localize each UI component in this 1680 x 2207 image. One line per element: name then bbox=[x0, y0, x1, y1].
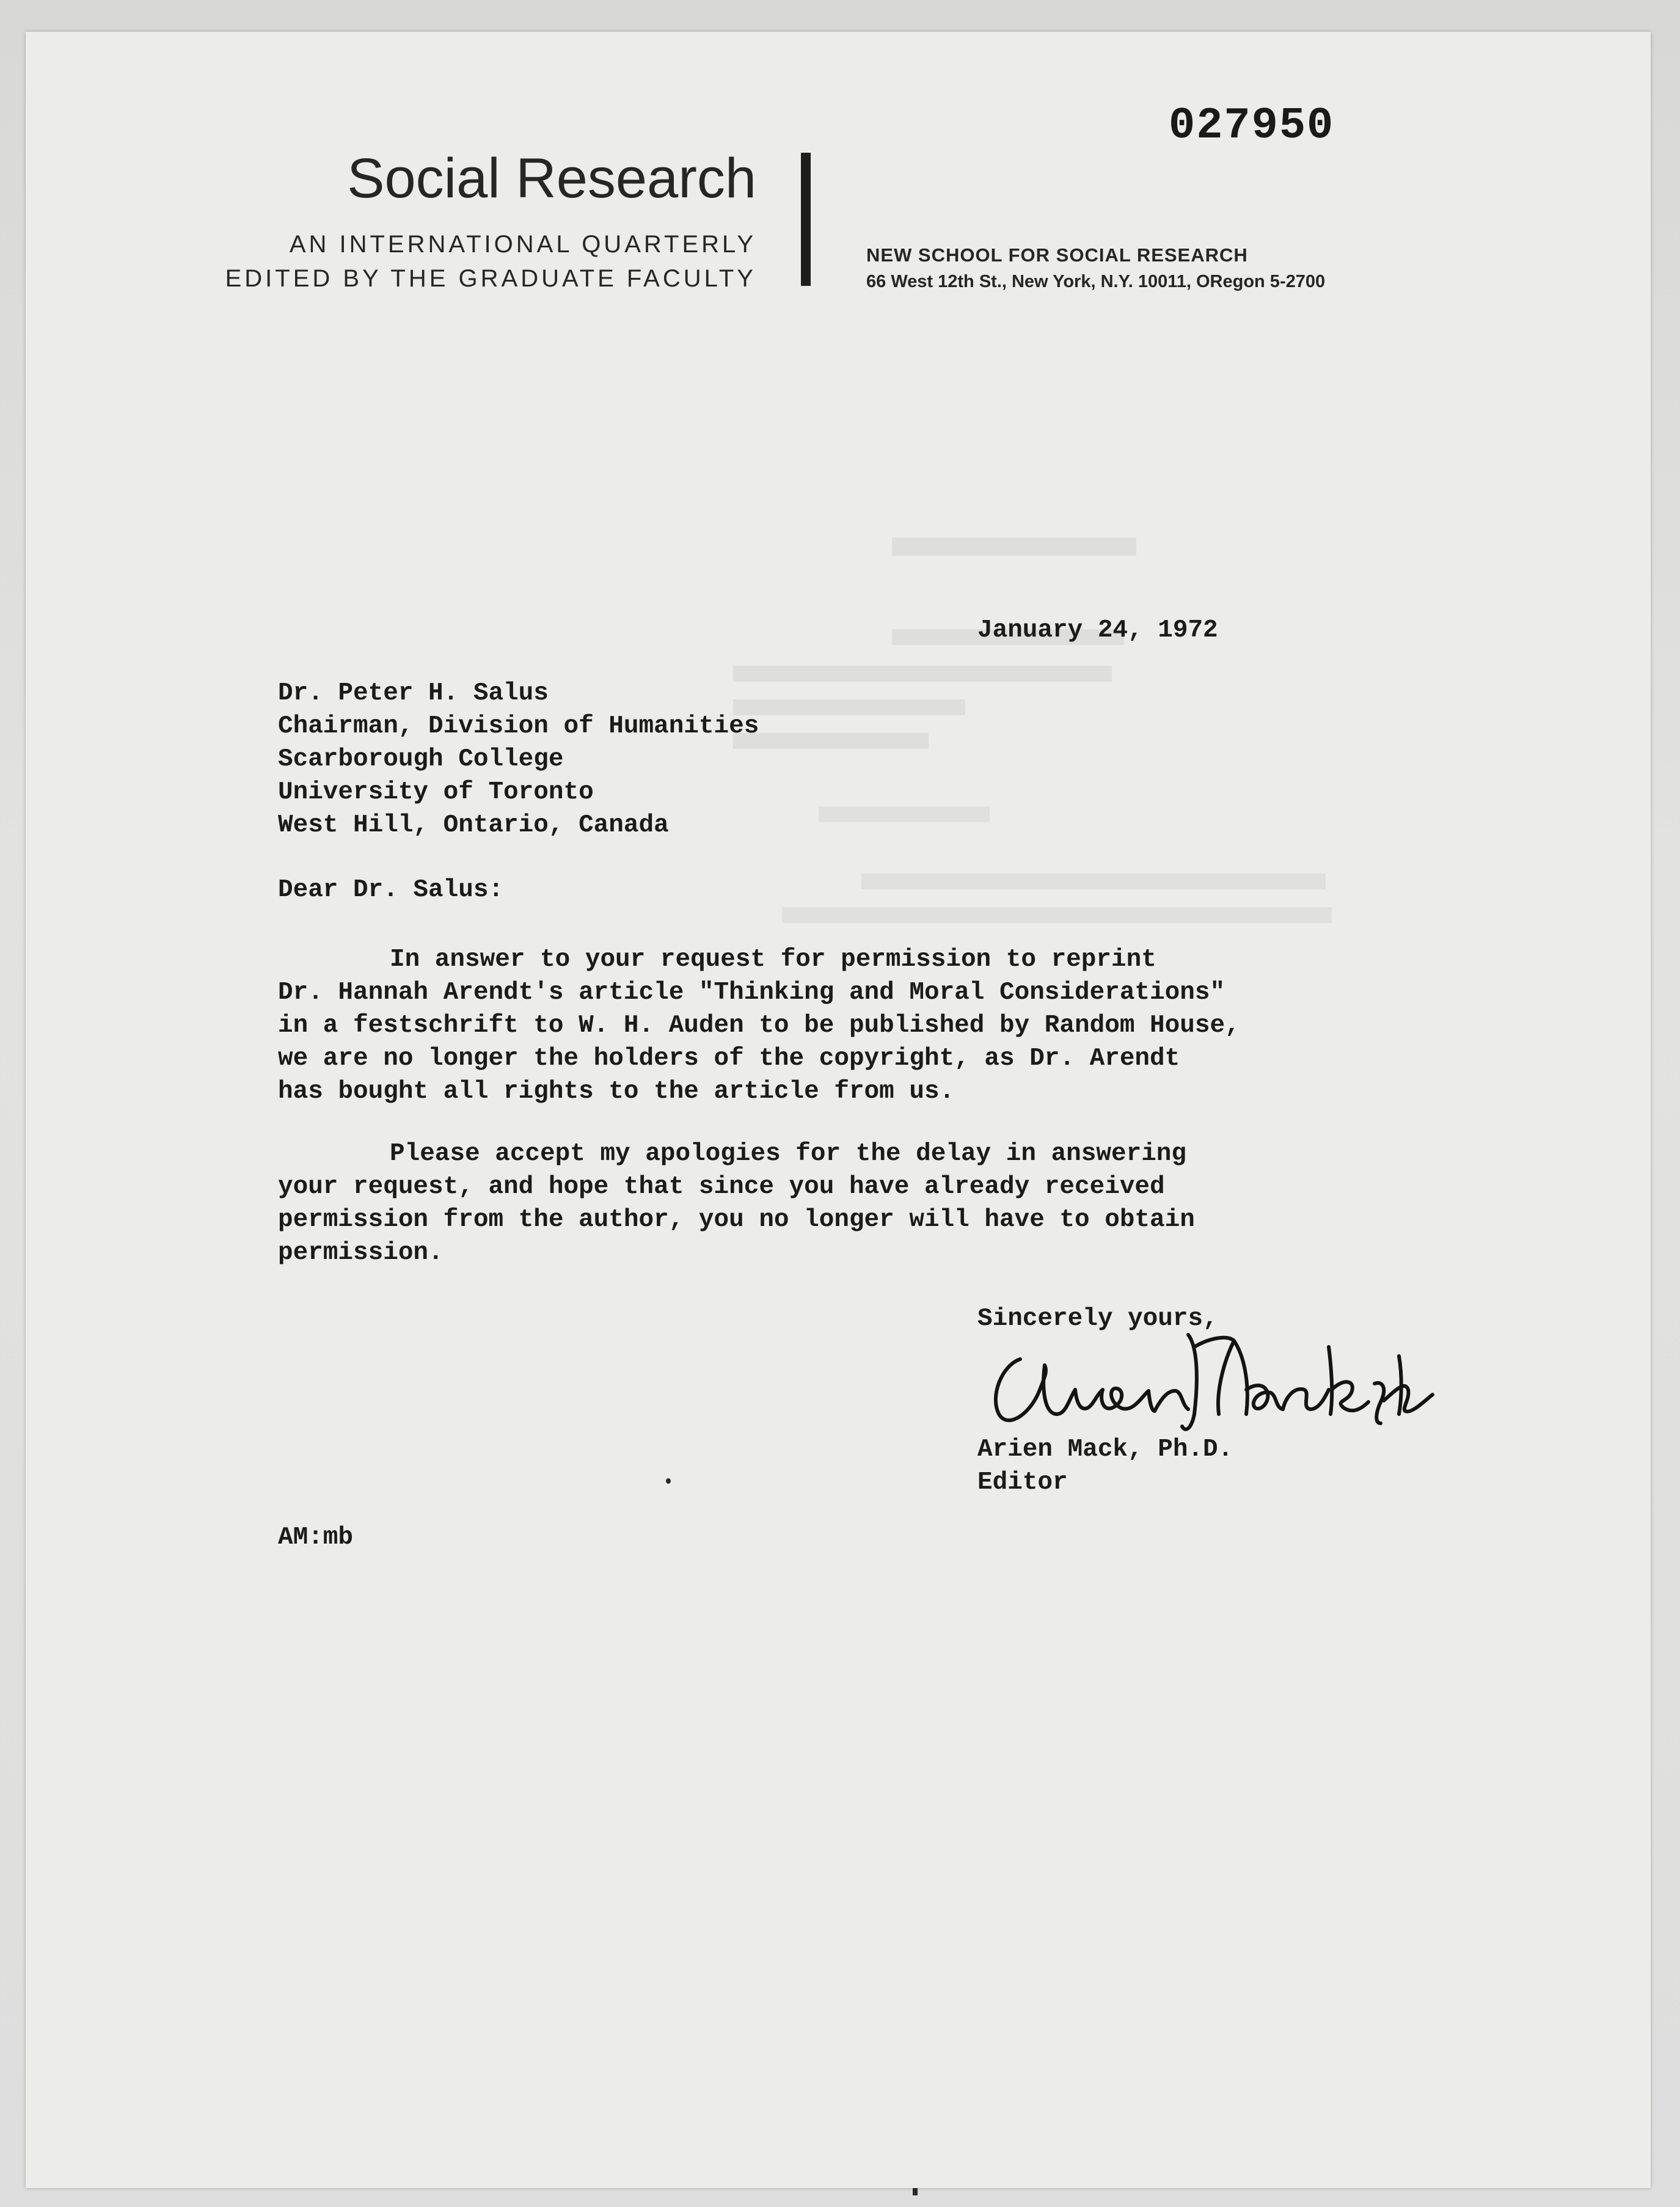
letterhead-address: 66 West 12th St., New York, N.Y. 10011, ORegon 5-2700 bbox=[866, 272, 1326, 291]
paragraph-line: in a festschrift to W. H. Auden to be published by Random House, bbox=[278, 1012, 1240, 1040]
letterhead-divider bbox=[801, 153, 811, 286]
document-number: 027950 bbox=[1169, 101, 1335, 151]
scan-speck bbox=[666, 1478, 671, 1484]
letterhead-title: Social Research bbox=[347, 147, 756, 210]
closing: Sincerely yours, bbox=[977, 1305, 1218, 1333]
paragraph-line: Dr. Hannah Arendt's article "Thinking and Moral Considerations" bbox=[278, 979, 1225, 1007]
signatory-name: Arien Mack, Ph.D. bbox=[977, 1435, 1233, 1464]
paragraph-line: your request, and hope that since you have already received bbox=[278, 1173, 1165, 1201]
paragraph-line: In answer to your request for permission to reprint bbox=[390, 946, 1156, 974]
letter-date: January 24, 1972 bbox=[977, 616, 1218, 644]
bleed-through-ghost bbox=[684, 538, 1356, 965]
recipient-line: University of Toronto bbox=[278, 778, 594, 806]
recipient-address bbox=[278, 677, 759, 842]
paragraph-line: has bought all rights to the article from us. bbox=[278, 1078, 955, 1106]
letterhead-subtitle-line2: EDITED BY THE GRADUATE FACULTY bbox=[225, 265, 756, 292]
letterhead-address-block bbox=[866, 241, 1325, 294]
handwritten-signature bbox=[977, 1322, 1454, 1445]
letter-page bbox=[26, 32, 1651, 2188]
salutation: Dear Dr. Salus: bbox=[278, 876, 504, 904]
signature-block bbox=[977, 1433, 1233, 1499]
paragraph-line: we are no longer the holders of the copyright, as Dr. Arendt bbox=[278, 1045, 1180, 1073]
paragraph-line: permission from the author, you no longer will have to obtain bbox=[278, 1206, 1195, 1234]
scan-speck bbox=[913, 2188, 918, 2195]
reference-initials: AM:mb bbox=[278, 1523, 354, 1552]
recipient-line: Chairman, Division of Humanities bbox=[278, 712, 759, 740]
paragraph-line: permission. bbox=[278, 1239, 444, 1267]
letterhead-institution: NEW SCHOOL FOR SOCIAL RESEARCH bbox=[866, 244, 1248, 266]
recipient-line: Dr. Peter H. Salus bbox=[278, 679, 549, 707]
signatory-title: Editor bbox=[977, 1468, 1068, 1497]
recipient-line: West Hill, Ontario, Canada bbox=[278, 811, 669, 839]
letterhead-subtitle-line1: AN INTERNATIONAL QUARTERLY bbox=[289, 231, 756, 258]
body-paragraph-2 bbox=[278, 1137, 1195, 1269]
paragraph-line: Please accept my apologies for the delay in answering bbox=[390, 1140, 1187, 1168]
body-paragraph-1 bbox=[278, 943, 1240, 1108]
recipient-line: Scarborough College bbox=[278, 745, 564, 773]
letterhead-subtitle bbox=[225, 227, 756, 296]
